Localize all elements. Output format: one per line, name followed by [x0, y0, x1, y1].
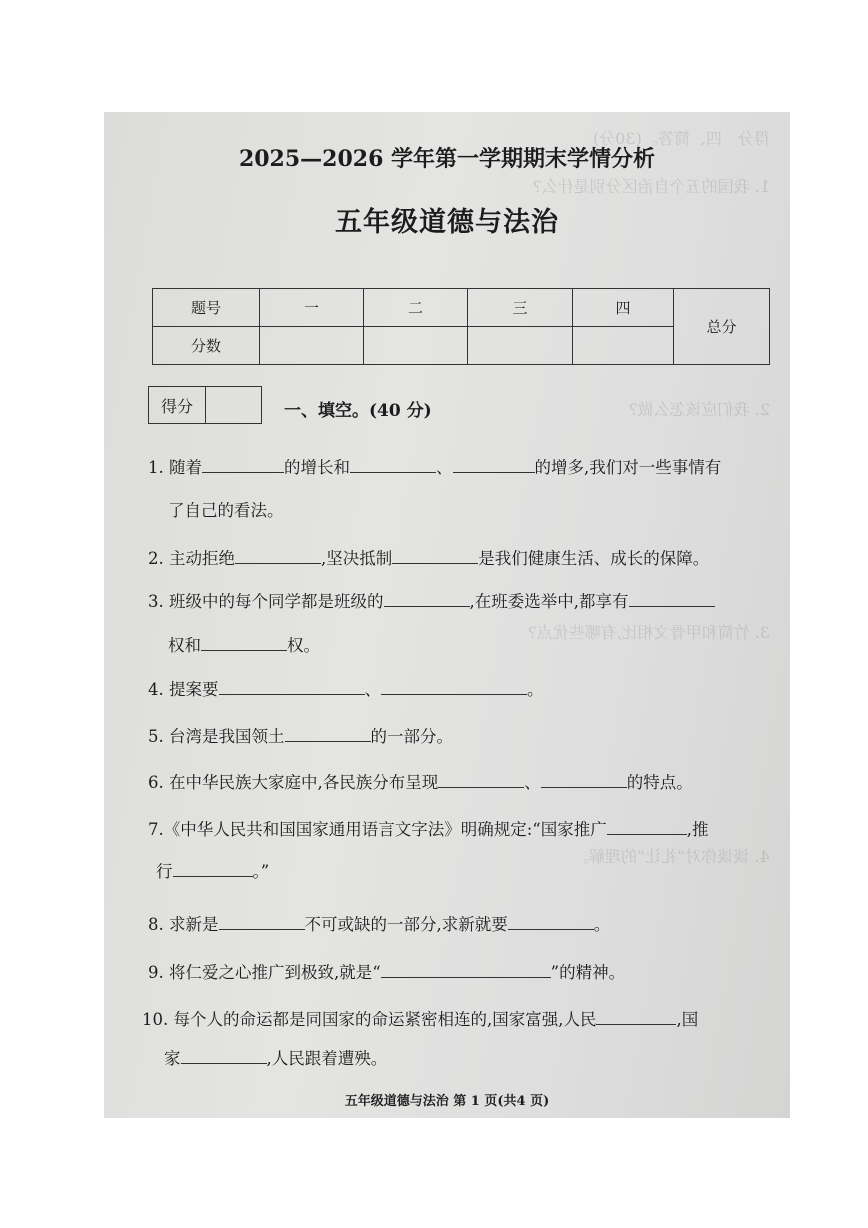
score-table-header: 一 — [260, 289, 364, 327]
answer-blank[interactable] — [629, 589, 715, 607]
answer-blank[interactable] — [508, 912, 594, 930]
answer-blank[interactable] — [181, 1046, 267, 1064]
question-10-cont: 家 ,人民跟着遭殃。 — [164, 1046, 387, 1071]
score-box-label: 得分 — [149, 387, 206, 423]
score-table-header: 三 — [468, 289, 573, 327]
question-10: 10. 每个人的命运都是同国家的命运紧密相连的,国家富强,人民 ,国 — [142, 1007, 698, 1032]
score-cell[interactable] — [573, 327, 674, 365]
score-cell[interactable] — [468, 327, 573, 365]
score-table-total: 总分 — [674, 289, 770, 365]
question-3-cont: 权和 权。 — [168, 633, 320, 658]
score-table-header: 四 — [573, 289, 674, 327]
question-1-cont: 了自己的看法。 — [168, 501, 284, 520]
answer-blank[interactable] — [285, 724, 371, 742]
answer-blank[interactable] — [541, 770, 627, 788]
question-7: 7.《中华人民共和国国家通用语言文字法》明确规定:“国家推广 ,推 — [148, 817, 709, 842]
score-box-input[interactable] — [206, 387, 261, 423]
answer-blank[interactable] — [453, 455, 535, 473]
answer-blank[interactable] — [219, 912, 305, 930]
score-table — [152, 288, 770, 365]
bleed-through-text: 2. 我们应该怎么做? — [629, 400, 770, 419]
page-footer: 五年级道德与法治 第 1 页(共4 页) — [344, 1094, 550, 1109]
bleed-through-text: 3. 竹简和甲骨文相比,有哪些优点? — [527, 623, 770, 642]
answer-blank[interactable] — [202, 455, 284, 473]
score-table-header: 题号 — [153, 289, 260, 327]
bleed-through-text: 得分 四、简答。(30分) — [593, 129, 770, 148]
question-8: 8. 求新是 不可或缺的一部分,求新就要 。 — [148, 912, 610, 937]
question-9: 9. 将仁爱之心推广到极致,就是“ ”的精神。 — [148, 960, 625, 985]
score-table-header: 二 — [364, 289, 468, 327]
question-1: 1. 随着 的增长和 、 的增多,我们对一些事情有 — [148, 455, 721, 480]
answer-blank[interactable] — [381, 677, 527, 695]
answer-blank[interactable] — [173, 859, 253, 877]
answer-blank[interactable] — [219, 677, 365, 695]
question-3: 3. 班级中的每个同学都是班级的 ,在班委选举中,都享有 — [148, 589, 715, 614]
answer-blank[interactable] — [350, 455, 436, 473]
answer-blank[interactable] — [392, 546, 478, 564]
question-6: 6. 在中华民族大家庭中,各民族分布呈现 、 的特点。 — [148, 770, 693, 795]
answer-blank[interactable] — [381, 960, 551, 978]
bleed-through-text: 4. 谈谈你对“礼让”的理解。 — [573, 847, 770, 866]
question-7-cont: 行 。” — [156, 859, 269, 884]
answer-blank[interactable] — [438, 770, 524, 788]
question-4: 4. 提案要 、 。 — [148, 677, 544, 702]
question-5: 5. 台湾是我国领土 的一部分。 — [148, 724, 453, 749]
score-cell[interactable] — [364, 327, 468, 365]
section-score-box — [148, 386, 262, 424]
answer-blank[interactable] — [607, 817, 687, 835]
exam-subject: 五年级道德与法治 — [335, 207, 559, 238]
answer-blank[interactable] — [384, 589, 470, 607]
answer-blank[interactable] — [596, 1007, 676, 1025]
score-table-row-label: 分数 — [153, 327, 260, 365]
answer-blank[interactable] — [201, 633, 287, 651]
bleed-through-text: 1. 我国的五个自治区分别是什么? — [533, 177, 770, 196]
exam-title: 2025—2026 学年第一学期期末学情分析 — [238, 146, 656, 172]
exam-page — [104, 112, 790, 1118]
section-title: 一、填空。(40 分) — [284, 401, 432, 421]
score-cell[interactable] — [260, 327, 364, 365]
answer-blank[interactable] — [235, 546, 321, 564]
question-2: 2. 主动拒绝 ,坚决抵制 是我们健康生活、成长的保障。 — [148, 546, 709, 571]
